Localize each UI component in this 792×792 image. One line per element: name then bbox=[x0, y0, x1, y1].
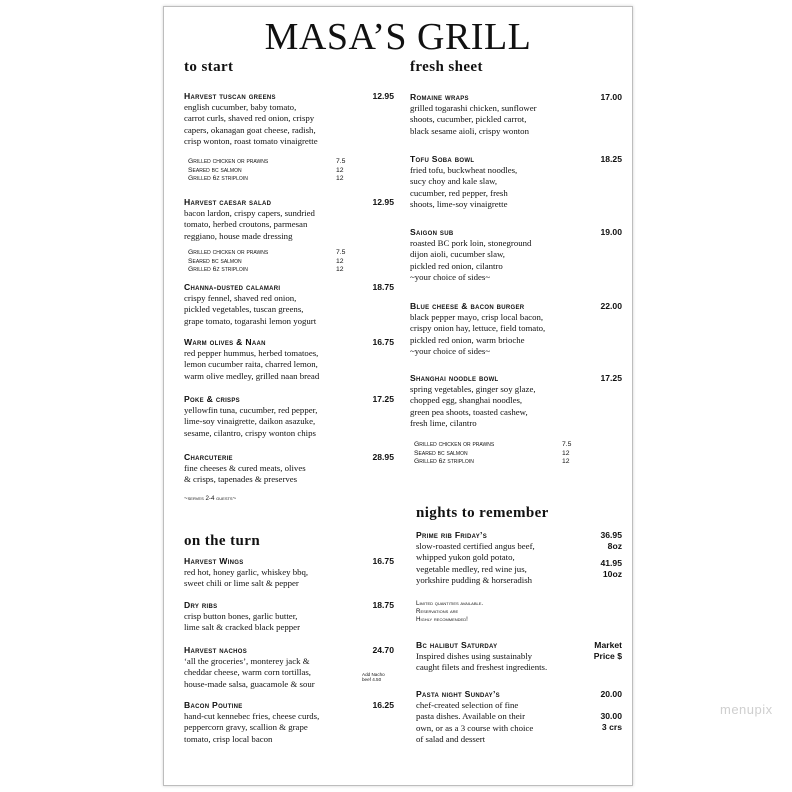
item-name: Bc halibut Saturday bbox=[416, 640, 498, 650]
item-price: 18.75 bbox=[372, 600, 394, 610]
item-name: Dry ribs bbox=[184, 600, 218, 610]
watermark-logo: menupix bbox=[720, 702, 773, 717]
item-desc: yellowfin tuna, cucumber, red pepper, lime-soy vinaigrette, daikon asazuke, sesame, cilantro, crispy wonton chips bbox=[184, 405, 318, 438]
item-name: Shanghai noodle bowl bbox=[410, 373, 499, 383]
item-desc: grilled togarashi chicken, sunflower shoots, cucumber, pickled carrot, black sesame aioli, crispy wonton bbox=[410, 103, 537, 136]
item-desc: roasted BC pork loin, stoneground dijon aioli, cucumber slaw, pickled red onion, cilantro ~your choice of sides~ bbox=[410, 238, 532, 283]
item-name: Bacon Poutine bbox=[184, 700, 243, 710]
item-price: 24.70 bbox=[372, 645, 394, 655]
item-price: 12.95 bbox=[372, 197, 394, 207]
item-desc: chef-created selection of fine pasta dishes. Available on their own, or as a 3 course with choice of salad and dessert bbox=[416, 700, 534, 745]
section-nights-to-remember: nights to remember bbox=[416, 505, 549, 521]
item-name: Saigon sub bbox=[410, 227, 454, 237]
item-desc: crispy fennel, shaved red onion, pickled vegetables, tuscan greens, grape tomato, togarashi lemon yogurt bbox=[184, 293, 317, 326]
menu-item bbox=[416, 689, 622, 746]
menu-item bbox=[184, 452, 394, 486]
menu-page bbox=[163, 6, 633, 786]
menu-item bbox=[410, 92, 622, 137]
item-desc: red hot, honey garlic, whiskey bbq, sweet chili or lime salt & pepper bbox=[184, 567, 309, 589]
menu-item bbox=[410, 301, 622, 358]
item-price: 17.00 bbox=[600, 92, 622, 102]
item-name: Harvest Wings bbox=[184, 556, 244, 566]
item-desc: red pepper hummus, herbed tomatoes, lemon cucumber raita, charred lemon, warm olive medley, grilled naan bread bbox=[184, 348, 320, 381]
item-price: 17.25 bbox=[372, 394, 394, 404]
item-desc: fried tofu, buckwheat noodles, sucy choy and kale slaw, cucumber, red pepper, fresh shoots, lime-soy vinaigrette bbox=[410, 165, 518, 210]
nacho-addon-note: Add Nacho beef 4.50 bbox=[362, 672, 385, 683]
item-price: 12.95 bbox=[372, 91, 394, 101]
item-desc: bacon lardon, crispy capers, sundried tomato, herbed croutons, parmesan reggiano, house made dressing bbox=[184, 208, 315, 241]
item-name: Pasta night Sunday’s bbox=[416, 689, 500, 699]
menu-item bbox=[184, 556, 394, 590]
item-desc: Inspired dishes using sustainably caught filets and freshest ingredients. bbox=[416, 651, 548, 673]
item-name: Prime rib Friday’s bbox=[416, 530, 487, 540]
item-price: 20.00 30.00 3 crs bbox=[600, 689, 622, 732]
menu-item bbox=[416, 530, 622, 587]
section-on-the-turn: on the turn bbox=[184, 533, 261, 549]
item-price: Market Price $ bbox=[593, 640, 622, 661]
item-name: Harvest nachos bbox=[184, 645, 248, 655]
menu-item bbox=[410, 154, 622, 211]
menu-item bbox=[184, 91, 394, 148]
item-desc: english cucumber, baby tomato, carrot curls, shaved red onion, crispy capers, okanagan goat cheese, radish, crisp wonton, roast tomato vinaigrette bbox=[184, 102, 318, 147]
item-price: 18.25 bbox=[600, 154, 622, 164]
item-desc: hand-cut kennebec fries, cheese curds, peppercorn gravy, scallion & grape tomato, crisp local bacon bbox=[184, 711, 320, 744]
menu-item bbox=[184, 700, 394, 745]
restaurant-title: MASA’S GRILL bbox=[264, 16, 532, 58]
menu-item bbox=[410, 373, 622, 430]
item-price: 36.95 8oz 41.95 10oz bbox=[600, 530, 622, 579]
item-name: Channa-dusted calamari bbox=[184, 282, 281, 292]
menu-item bbox=[184, 282, 394, 327]
menu-item bbox=[184, 600, 394, 634]
serves-note: ~serves 2-4 guests~ bbox=[184, 495, 237, 502]
item-desc: slow-roasted certified angus beef, whipped yukon gold potato, vegetable medley, red wine jus, yorkshire pudding & horseradish bbox=[416, 541, 535, 586]
item-price: 17.25 bbox=[600, 373, 622, 383]
item-name: Charcuterie bbox=[184, 452, 233, 462]
item-price: 16.75 bbox=[372, 556, 394, 566]
item-name: Harvest caesar salad bbox=[184, 197, 272, 207]
item-price: 16.25 bbox=[372, 700, 394, 710]
item-name: Blue cheese & bacon burger bbox=[410, 301, 525, 311]
addon-list: Grilled chicken or prawns 7.5 Seared bc salmon 12 Grilled 6z striploin 12 bbox=[188, 158, 346, 183]
item-price: 16.75 bbox=[372, 337, 394, 347]
section-fresh-sheet: fresh sheet bbox=[410, 59, 483, 75]
reservation-note: Limited quantities available. Reservations are Highly recommended! bbox=[416, 600, 484, 623]
menu-item bbox=[184, 645, 394, 690]
item-price: 19.00 bbox=[600, 227, 622, 237]
section-to-start: to start bbox=[184, 59, 234, 75]
menu-item bbox=[416, 640, 622, 674]
item-desc: black pepper mayo, crisp local bacon, crispy onion hay, lettuce, field tomato, pickled red onion, warm brioche ~your choice of sides~ bbox=[410, 312, 546, 357]
item-desc: ‘all the groceries’, monterey jack & cheddar cheese, warm corn tortillas, house-made salsa, guacamole & sour bbox=[184, 656, 315, 689]
menu-item bbox=[410, 227, 622, 284]
menu-item bbox=[184, 394, 394, 439]
item-name: Romaine wraps bbox=[410, 92, 469, 102]
item-price: 18.75 bbox=[372, 282, 394, 292]
item-desc: crisp button bones, garlic butter, lime salt & cracked black pepper bbox=[184, 611, 301, 633]
item-name: Tofu Soba bowl bbox=[410, 154, 475, 164]
item-name: Warm olives & Naan bbox=[184, 337, 266, 347]
item-price: 22.00 bbox=[600, 301, 622, 311]
addon-list: Grilled chicken or prawns 7.5 Seared bc salmon 12 Grilled 6z striploin 12 bbox=[414, 441, 572, 466]
menu-item bbox=[184, 197, 394, 242]
menu-item bbox=[184, 337, 394, 382]
item-name: Poke & crisps bbox=[184, 394, 240, 404]
item-price: 28.95 bbox=[372, 452, 394, 462]
item-desc: fine cheeses & cured meats, olives & crisps, tapenades & preserves bbox=[184, 463, 306, 485]
addon-list: Grilled chicken or prawns 7.5 Seared bc salmon 12 Grilled 6z striploin 12 bbox=[188, 249, 346, 274]
item-name: Harvest tuscan greens bbox=[184, 91, 276, 101]
item-desc: spring vegetables, ginger soy glaze, chopped egg, shanghai noodles, green pea shoots, toasted cashew, fresh lime, cilantro bbox=[410, 384, 536, 429]
